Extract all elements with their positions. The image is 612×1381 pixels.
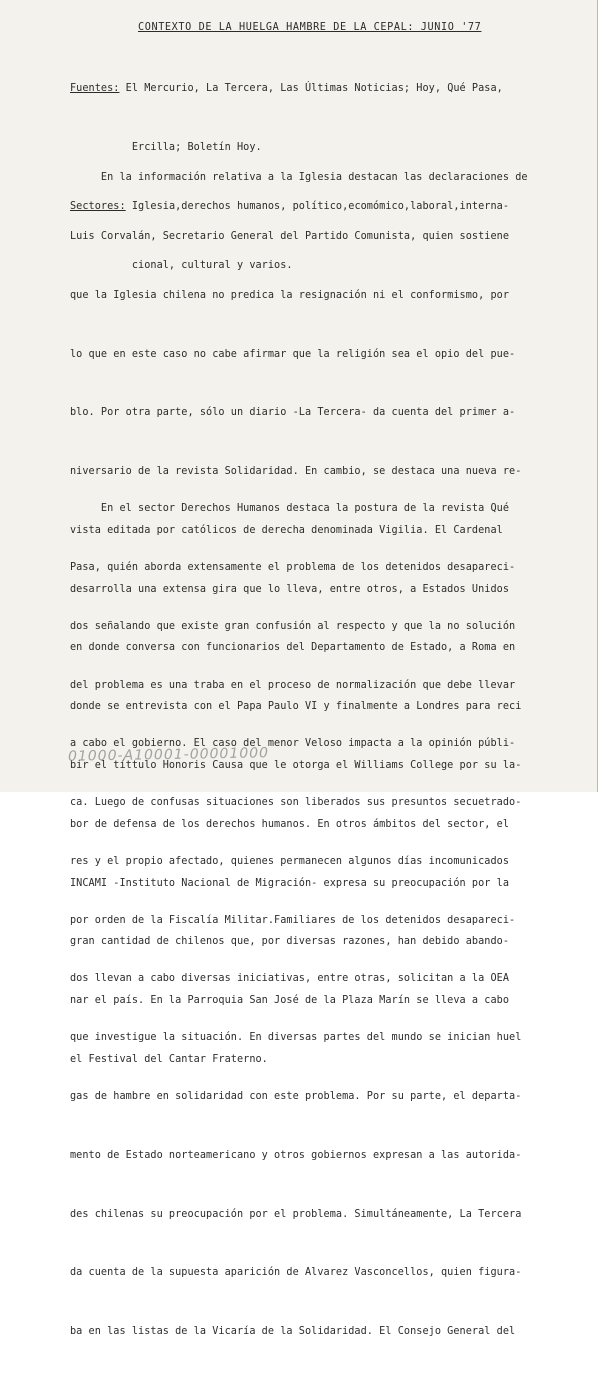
text-line: dos señalando que existe gran confusión al respecto y que la no solución xyxy=(70,620,516,632)
text-line: mento de Estado norteamericano y otros gobiernos expresan a las autorida- xyxy=(70,1149,522,1161)
fuentes-label: Fuentes: xyxy=(70,83,120,95)
text-line: gas de hambre en solidaridad con este problema. Por su parte, el departa- xyxy=(70,1091,522,1102)
text-line: dos llevan a cabo diversas iniciativas, entre otras, solicitan a la OEA xyxy=(70,973,510,985)
text-line: a cabo el gobierno. El caso del menor Veloso impacta a la opinión públi- xyxy=(70,738,516,750)
fuentes-line: Ercilla; Boletín Hoy. xyxy=(70,141,262,153)
text-line: res y el propio afectado, quienes permanecen algunos días incomunicados xyxy=(70,855,510,867)
text-line: bir el títtulo Honoris Causa que le otorga el Williams College por su la- xyxy=(70,760,522,771)
text-line: En la información relativa a la Iglesia destacan las declaraciones de xyxy=(70,172,528,184)
sectores-line: cional, cultural y varios. xyxy=(70,259,293,271)
archive-stamp: 01000-A10001-00001000 xyxy=(67,745,270,765)
sectores-label: Sectores: xyxy=(70,200,126,212)
fuentes-row xyxy=(70,79,509,99)
text-line: blo. Por otra parte, sólo un diario -La Tercera- da cuenta del primer a- xyxy=(70,407,516,419)
text-line: desarrolla una extensa gira que lo lleva, entre otros, a Estados Unidos xyxy=(70,583,510,595)
text-line: por orden de la Fiscalía Militar.Familiares de los detenidos desapareci- xyxy=(70,914,516,926)
text-line: vista editada por católicos de derecha denominada Vigilia. El Cardenal xyxy=(70,524,503,536)
text-line: Luis Corvalán, Secretario General del Partido Comunista, quien sostiene xyxy=(70,230,510,242)
text-line: bor de defensa de los derechos humanos. En otros ámbitos del sector, el xyxy=(70,818,510,830)
text-line: En el sector Derechos Humanos destaca la postura de la revista Qué xyxy=(70,503,510,515)
text-line: donde se entrevista con el Papa Paulo VI y finalmente a Londres para reci xyxy=(70,701,522,713)
text-line: ba en las listas de la Vicaría de la Solidaridad. El Consejo General del xyxy=(70,1326,516,1338)
fuentes-line: El Mercurio, La Tercera, Las Últimas Noticias; Hoy, Qué Pasa, xyxy=(119,83,503,95)
sectores-line: Iglesia,derechos humanos, político,ecomómico,laboral,interna- xyxy=(125,200,510,212)
text-line: del problema es una traba en el proceso de normalización que debe llevar xyxy=(70,679,516,691)
text-line: da cuenta de la supuesta aparición de Alvarez Vasconcellos, quien figura- xyxy=(70,1267,522,1279)
text-line: des chilenas su preocupación por el problema. Simultáneamente, La Tercera xyxy=(70,1208,522,1220)
text-line: lo que en este caso no cabe afirmar que la religión sea el opio del pue- xyxy=(70,348,516,360)
text-line: que la Iglesia chilena no predica la resignación ni el conformismo, por xyxy=(70,289,510,301)
text-line: el Festival del Cantar Fraterno. xyxy=(70,1053,268,1065)
paragraph-derechos-humanos xyxy=(67,460,522,1381)
text-line: gran cantidad de chilenos que, por diversas razones, han debido abando- xyxy=(70,936,510,948)
text-line: niversario de la revista Solidaridad. En cambio, se destaca una nueva re- xyxy=(70,466,522,478)
text-line: en donde conversa con funcionarios del Departamento de Estado, a Roma en xyxy=(70,642,516,654)
text-line: ca. Luego de confusas situaciones son liberados sus presuntos secuetrado- xyxy=(70,797,522,809)
text-line: Pasa, quién aborda extensamente el problema de los detenidos desapareci- xyxy=(70,561,516,573)
text-line: INCAMI -Instituto Nacional de Migración- expresa su preocupación por la xyxy=(70,877,510,889)
document-title: CONTEXTO DE LA HUELGA HAMBRE DE LA CEPAL: JUNIO '77 xyxy=(138,22,482,33)
text-line: nar el país. En la Parroquia San José de la Plaza Marín se lleva a cabo xyxy=(70,995,510,1007)
text-line: que investigue la situación. En diversas partes del mundo se inician huel xyxy=(70,1032,522,1044)
